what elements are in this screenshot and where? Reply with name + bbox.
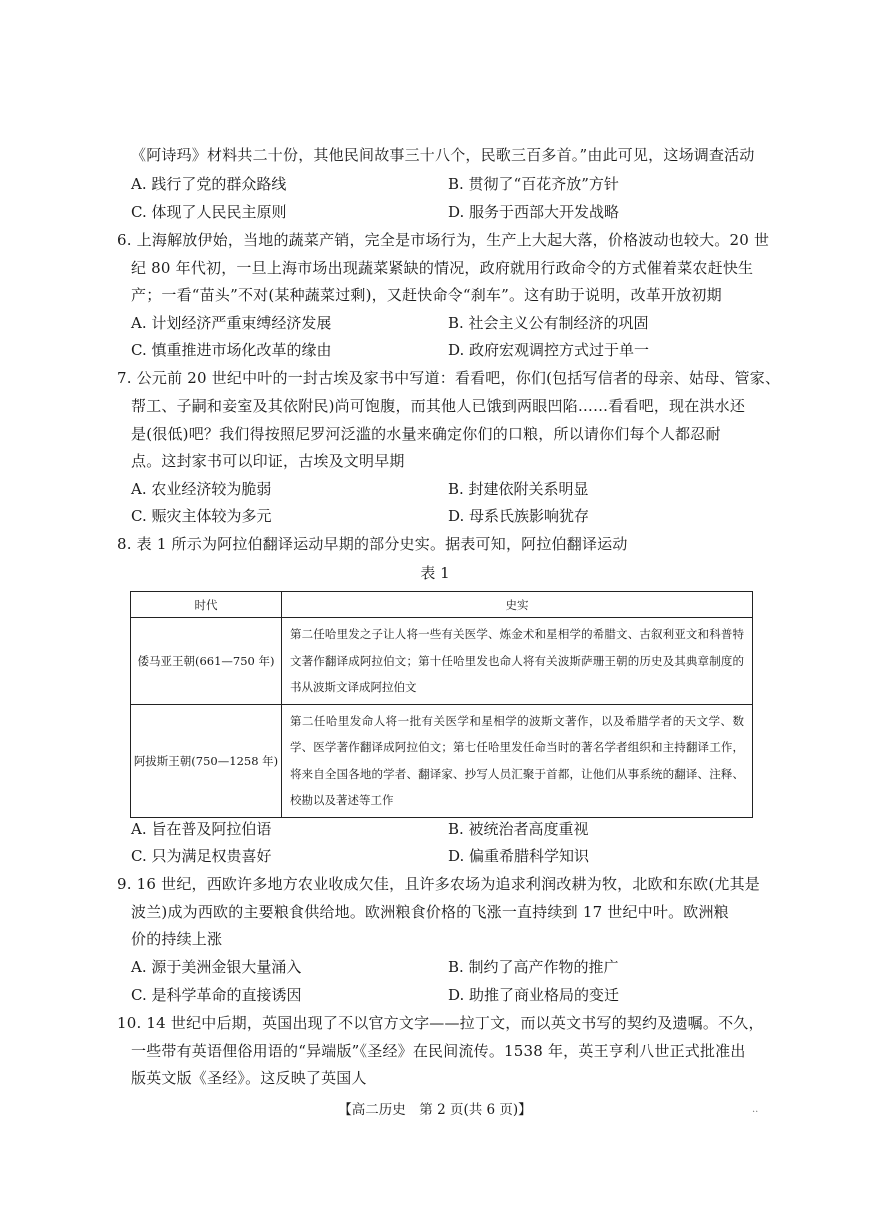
history-table <box>130 591 753 818</box>
q9-stem-line1: 9. 16 世纪，西欧许多地方农业收成欠佳，且许多农场为追求利润改耕为牧，北欧和东欧(尤其是 <box>117 875 760 893</box>
q6-stem-line3: 产；一看“苗头”不对(某种蔬菜过剩)，又赶快命令“刹车”。这有助于说明，改革开放初期 <box>131 286 722 304</box>
table-row <box>131 618 753 705</box>
q8-option-d: D. 偏重希腊科学知识 <box>448 847 590 865</box>
q6-stem-line2: 纪 80 年代初，一旦上海市场出现蔬菜紧缺的情况，政府就用行政命令的方式催着菜农赶快生 <box>131 259 754 277</box>
q7-stem-line4: 点。这封家书可以印证，古埃及文明早期 <box>131 452 405 470</box>
q6-option-c: C. 慎重推进市场化改革的缘由 <box>131 341 332 359</box>
table-header-row <box>131 592 753 618</box>
q5-stem-continued: 《阿诗玛》材料共二十份，其他民间故事三十八个，民歌三百多首。”由此可见，这场调查活动 <box>131 146 755 164</box>
table-cell-fact: 第二任哈里发命人将一批有关医学和星相学的波斯文著作，以及希腊学者的天文学、数学、医学著作翻译成阿拉伯文；第七任哈里发任命当时的著名学者组织和主持翻译工作，将来自全国各地的学者、翻译家、抄写人员汇聚于首都，让他们从事系统的翻译、注释、校勘以及著述等工作 <box>282 704 753 817</box>
q6-option-d: D. 政府宏观调控方式过于单一 <box>448 341 650 359</box>
q9-option-a: A. 源于美洲金银大量涌入 <box>131 958 302 976</box>
q6-option-a: A. 计划经济严重束缚经济发展 <box>131 314 332 332</box>
q7-option-b: B. 封建依附关系明显 <box>448 480 589 498</box>
q8-option-c: C. 只为满足权贵喜好 <box>131 847 272 865</box>
q10-stem-line1: 10. 14 世纪中后期，英国出现了不以官方文字——拉丁文，而以英文书写的契约及遗嘱。不久， <box>117 1014 764 1032</box>
q10-stem-line3: 版英文版《圣经》。这反映了英国人 <box>131 1069 367 1087</box>
table-cell-era: 阿拔斯王朝(750—1258 年) <box>131 704 282 817</box>
q7-option-a: A. 农业经济较为脆弱 <box>131 480 272 498</box>
q9-stem-line2: 波兰)成为西欧的主要粮食供给地。欧洲粮食价格的飞涨一直持续到 17 世纪中叶。欧洲粮 <box>131 903 729 921</box>
q8-stem: 8. 表 1 所示为阿拉伯翻译运动早期的部分史实。据表可知，阿拉伯翻译运动 <box>117 535 628 553</box>
q9-stem-line3: 价的持续上涨 <box>131 930 223 948</box>
q5-option-a: A. 践行了党的群众路线 <box>131 175 287 193</box>
q6-stem-line1: 6. 上海解放伊始，当地的蔬菜产销，完全是市场行为，生产上大起大落，价格波动也较大。20 世 <box>117 231 770 249</box>
q7-option-d: D. 母系氏族影响犹存 <box>448 507 590 525</box>
q7-stem-line3: 是(很低)吧？我们得按照尼罗河泛滥的水量来确定你们的口粮，所以请你们每个人都忍耐 <box>131 425 721 443</box>
q7-stem-line1: 7. 公元前 20 世纪中叶的一封古埃及家书中写道：看看吧，你们(包括写信者的母亲、姑母、管家、 <box>117 369 781 387</box>
q9-option-b: B. 制约了高产作物的推广 <box>448 958 619 976</box>
q8-option-b: B. 被统治者高度重视 <box>448 820 589 838</box>
table-row <box>131 704 753 817</box>
q5-option-c: C. 体现了人民民主原则 <box>131 203 287 221</box>
table-header-era: 时代 <box>131 592 282 618</box>
q9-option-d: D. 助推了商业格局的变迁 <box>448 986 620 1004</box>
q6-option-b: B. 社会主义公有制经济的巩固 <box>448 314 649 332</box>
q9-option-c: C. 是科学革命的直接诱因 <box>131 986 302 1004</box>
table-cell-fact: 第二任哈里发之子让人将一些有关医学、炼金术和星相学的希腊文、古叙利亚文和科普特文著作翻译成阿拉伯文；第十任哈里发也命人将有关波斯萨珊王朝的历史及其典章制度的书从波斯文译成阿拉伯文 <box>282 618 753 705</box>
page-footer: 【高二历史 第 2 页(共 6 页)】 <box>338 1102 532 1118</box>
table-cell-era: 倭马亚王朝(661—750 年) <box>131 618 282 705</box>
table-header-fact: 史实 <box>282 592 753 618</box>
q5-option-b: B. 贯彻了“百花齐放”方针 <box>448 175 619 193</box>
q10-stem-line2: 一些带有英语俚俗用语的“异端版”《圣经》在民间流传。1538 年，英王亨利八世正式批准出 <box>131 1042 746 1060</box>
q5-option-d: D. 服务于西部大开发战略 <box>448 203 620 221</box>
footer-mark: .. <box>752 1104 759 1115</box>
q7-option-c: C. 赈灾主体较为多元 <box>131 507 272 525</box>
table-title: 表 1 <box>420 564 450 582</box>
q8-option-a: A. 旨在普及阿拉伯语 <box>131 820 272 838</box>
q7-stem-line2: 帮工、子嗣和妾室及其依附民)尚可饱腹，而其他人已饿到两眼凹陷……看看吧，现在洪水还 <box>131 397 746 415</box>
